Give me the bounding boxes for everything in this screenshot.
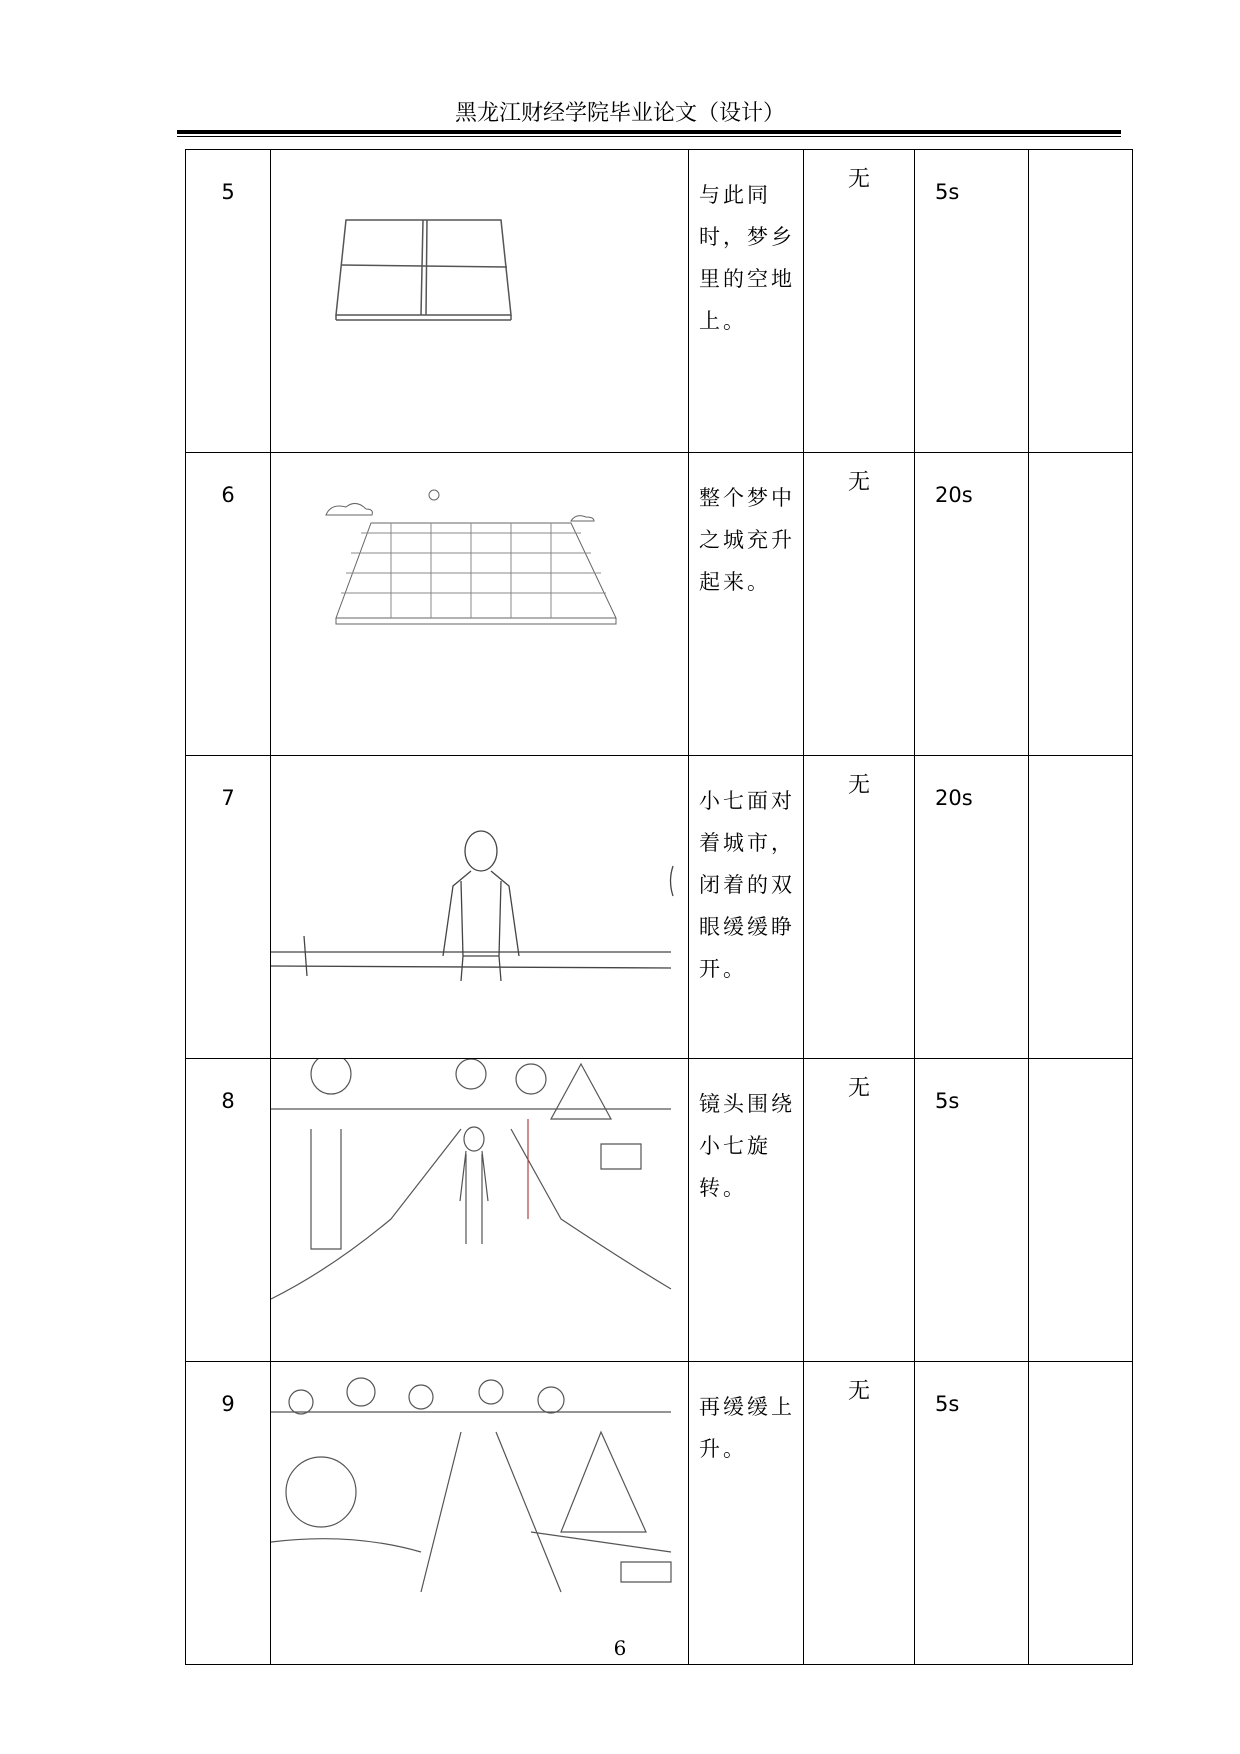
shot-number: 8 bbox=[186, 1059, 271, 1362]
header-rule-thick bbox=[177, 130, 1121, 134]
shot-duration: 20s bbox=[915, 756, 1029, 1059]
table-row bbox=[186, 756, 1133, 1059]
shot-number: 9 bbox=[186, 1362, 271, 1665]
shot-description: 镜头围绕小七旋转。 bbox=[689, 1059, 804, 1362]
shot-duration: 5s bbox=[915, 1059, 1029, 1362]
shot-sound: 无 bbox=[804, 756, 915, 1059]
table-row bbox=[186, 1362, 1133, 1665]
shot-duration: 5s bbox=[915, 150, 1029, 453]
page-header: 黑龙江财经学院毕业论文（设计） bbox=[454, 101, 785, 126]
shot-note bbox=[1029, 756, 1133, 1059]
shot-note bbox=[1029, 453, 1133, 756]
shot-sound: 无 bbox=[804, 453, 915, 756]
page-number: 6 bbox=[613, 1636, 627, 1660]
storyboard-table bbox=[185, 149, 1133, 1665]
table-row bbox=[186, 150, 1133, 453]
shot-duration: 20s bbox=[915, 453, 1029, 756]
header-rule-thin bbox=[177, 136, 1121, 137]
storyboard-sketch-empty-ground bbox=[271, 150, 689, 453]
storyboard-sketch-camera-orbit bbox=[271, 1059, 689, 1362]
shot-number: 7 bbox=[186, 756, 271, 1059]
shot-description: 整个梦中之城充升起来。 bbox=[689, 453, 804, 756]
shot-sound: 无 bbox=[804, 1059, 915, 1362]
shot-description: 再缓缓上升。 bbox=[689, 1362, 804, 1665]
shot-number: 5 bbox=[186, 150, 271, 453]
shot-note bbox=[1029, 150, 1133, 453]
shot-duration: 5s bbox=[915, 1362, 1029, 1665]
table-row bbox=[186, 1059, 1133, 1362]
storyboard-sketch-city-rising bbox=[271, 453, 689, 756]
shot-sound: 无 bbox=[804, 1362, 915, 1665]
shot-note bbox=[1029, 1362, 1133, 1665]
shot-description: 与此同时，梦乡里的空地上。 bbox=[689, 150, 804, 453]
shot-number: 6 bbox=[186, 453, 271, 756]
shot-sound: 无 bbox=[804, 150, 915, 453]
shot-note bbox=[1029, 1059, 1133, 1362]
table-row bbox=[186, 453, 1133, 756]
storyboard-sketch-character-facing-city bbox=[271, 756, 689, 1059]
shot-description: 小七面对着城市，闭着的双眼缓缓睁开。 bbox=[689, 756, 804, 1059]
storyboard-sketch-rising-view bbox=[271, 1362, 689, 1665]
